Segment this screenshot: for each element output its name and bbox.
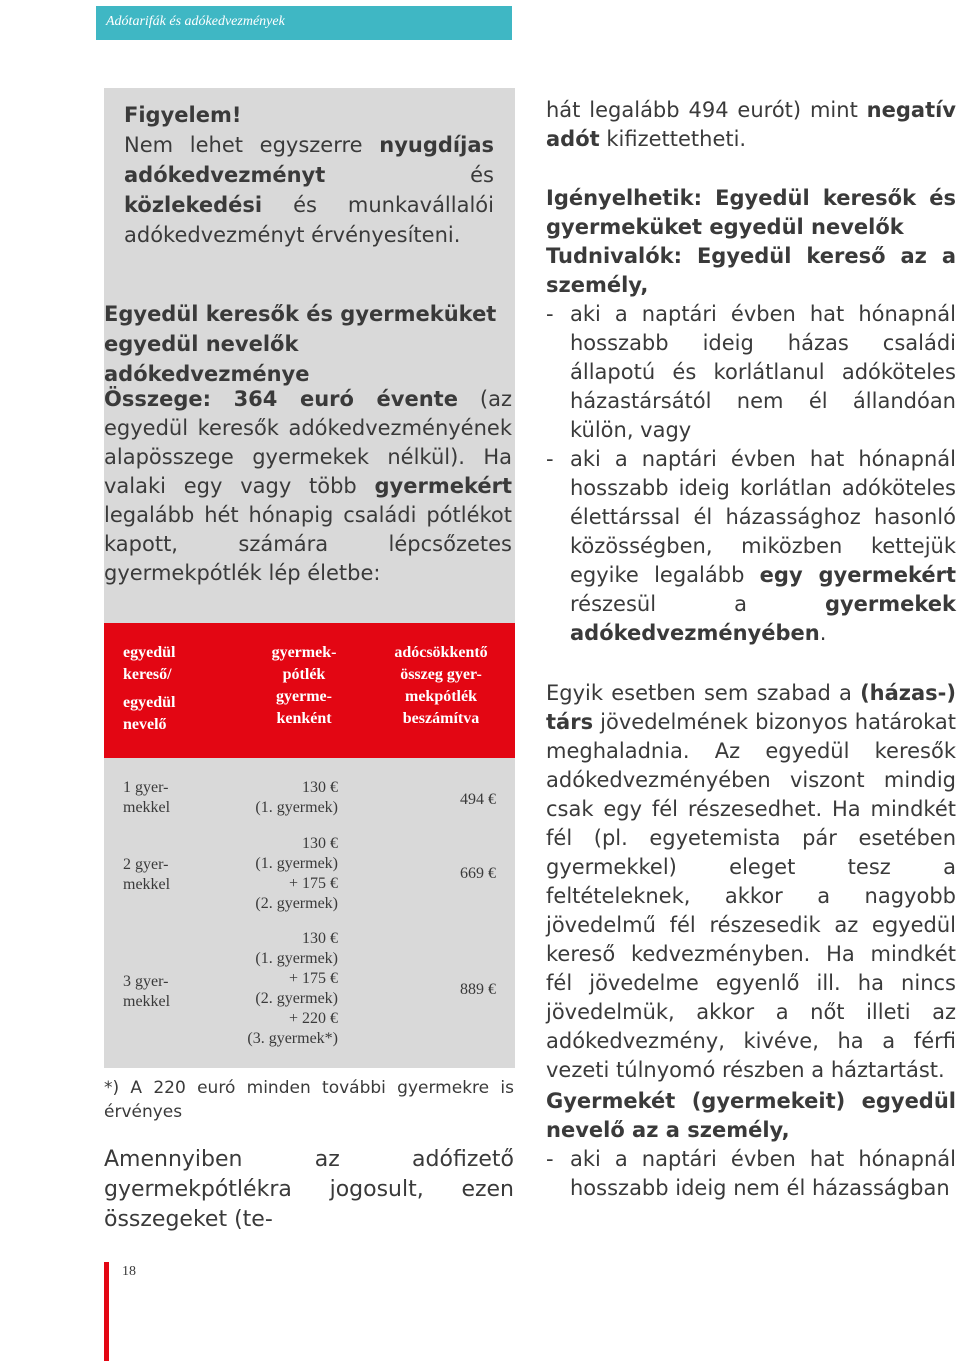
table-row-1-label	[123, 778, 170, 818]
table-row-3-total: 889 €	[460, 981, 496, 998]
section-title: Egyedül keresők és gyermeküket egyedül nevelők adókedvezménye	[104, 302, 497, 386]
row2-allow-0: 130 €	[302, 835, 338, 852]
page-number: 18	[122, 1264, 136, 1279]
table-row-3-allowance	[230, 929, 338, 1049]
th3-a: adócsökkentő	[394, 644, 488, 661]
th2-c: gyerme-	[276, 688, 332, 705]
th3-d: beszámítva	[402, 710, 480, 727]
row3-allow-5: (3. gyermek*)	[247, 1030, 338, 1047]
th1-b: kereső/	[123, 666, 172, 683]
th1-d: nevelő	[123, 716, 167, 733]
list-item-text-end: .	[819, 621, 827, 645]
notes-heading: Tudnivalók: Egyedül kereső az a személy,	[546, 244, 956, 297]
child-bold: gyermekért	[374, 474, 512, 498]
row3-allow-2: + 175 €	[288, 970, 338, 987]
row2-label-a: 2 gyer-	[123, 856, 169, 873]
partner-bold: (házas-) társ	[546, 681, 956, 734]
dash-icon: -	[546, 302, 554, 326]
notes-list	[546, 300, 956, 648]
row1-allow-1: (1. gyermek)	[255, 799, 338, 816]
list-item-text-mid: részesül a	[570, 592, 825, 616]
header-bar	[96, 6, 512, 40]
partner-text-pre: Egyik esetben sem szabad a	[546, 681, 861, 705]
table-row-3-label	[123, 972, 170, 1012]
list-item	[546, 1145, 956, 1203]
warning-text: Nem lehet egyszerre	[124, 133, 380, 157]
list-item-bold-2: gyermekek adókedvezményében	[570, 592, 956, 645]
table-header-col3	[376, 642, 506, 730]
amount-bold: Összege: 364 euró évente	[104, 387, 458, 411]
table-row-1-total: 494 €	[460, 791, 496, 808]
partner-paragraph	[546, 679, 956, 1085]
th2-b: pótlék	[282, 666, 326, 683]
th3-c: mekpótlék	[405, 688, 477, 705]
right-continuation	[546, 96, 956, 154]
th1-a: egyedül	[123, 644, 176, 661]
closing-paragraph: Amennyiben az adófizető gyermekpótlékra jogosult, ezen összegeket (te-	[104, 1147, 514, 1232]
row1-allow-0: 130 €	[302, 779, 338, 796]
child-heading: Gyermekét (gyermekeit) egyedül nevelő az a személy,	[546, 1089, 956, 1142]
table-row-2-label	[123, 855, 170, 895]
row3-allow-0: 130 €	[302, 930, 338, 947]
row2-allow-3: (2. gyermek)	[255, 895, 338, 912]
child-item-text-1: aki a naptári évben hat hónapnál hosszabb ideig nem él házasságban	[570, 1147, 956, 1200]
warning-bold-1: nyugdíjas adókedvezményt	[124, 133, 494, 187]
warning-text-end: és munkavállalói adókedvezményt érvényesíteni.	[124, 193, 494, 247]
list-item	[546, 300, 956, 445]
row3-allow-4: + 220 €	[288, 1010, 338, 1027]
table-header-col2	[254, 642, 354, 730]
warning-bold-2: közlekedési	[124, 193, 263, 217]
row3-allow-1: (1. gyermek)	[255, 950, 338, 967]
intro-text-2: legalább hét hónapig családi pótlékot kapott, számára lépcsőzetes gyermekpótlék lép életbe:	[104, 503, 512, 585]
warning-heading: Figyelem!	[124, 103, 242, 127]
row3-label-a: 3 gyer-	[123, 973, 169, 990]
header-title: Adótarifák és adókedvezmények	[106, 14, 285, 29]
warning-block	[124, 100, 494, 250]
page-number-bar	[104, 1262, 109, 1361]
warning-text-mid: és	[325, 163, 494, 187]
th2-d: kenként	[276, 710, 332, 727]
intro-paragraph	[104, 385, 512, 588]
th3-b: összeg gyer-	[400, 666, 482, 683]
row2-allow-1: (1. gyermek)	[255, 855, 338, 872]
th2-a: gyermek-	[271, 644, 337, 661]
list-item-bold-1: egy gyermekért	[759, 563, 957, 587]
row2-allow-2: + 175 €	[288, 875, 338, 892]
table-row-2-allowance	[230, 834, 338, 914]
table-row-2-total: 669 €	[460, 865, 496, 882]
list-item	[546, 445, 956, 648]
list-item-text-1: aki a naptári évben hat hónapnál hosszabb ideig házas családi állapotú és korlátlanul adóköteles házastársától nem él állandóan külön, vagy	[570, 302, 956, 442]
eligible-heading: Igényelhetik: Egyedül keresők és gyermeküket egyedül nevelők	[546, 186, 956, 239]
child-list	[546, 1145, 956, 1203]
dash-icon: -	[546, 447, 554, 471]
negative-tax-bold: negatív adót	[546, 98, 956, 151]
cont-post: kifizettetheti.	[599, 127, 747, 151]
row2-label-b: mekkel	[123, 876, 171, 893]
cont-text: hát legalább 494 eurót) mint	[546, 98, 867, 122]
footnote: *) A 220 euró minden további gyermekre is érvényes	[104, 1078, 514, 1122]
row3-label-b: mekkel	[123, 993, 171, 1010]
list-item-text-2: aki a naptári évben hat hónapnál hosszabb ideig korlátlan adóköteles élettárssal él házassághoz hasonló közösségben, miközben kettejük egyike legalább	[570, 447, 956, 587]
intro-text-1: (az egyedül keresők adókedvezményének alapösszege gyermekek nélkül). Ha valaki egy vagy több	[104, 387, 513, 498]
row1-label-b: mekkel	[123, 799, 171, 816]
table-header	[104, 623, 515, 758]
row1-label-a: 1 gyer-	[123, 779, 169, 796]
th1-c: egyedül	[123, 694, 176, 711]
partner-text-post: jövedelmének bizonyos határokat meghaladnia. Az egyedül keresők adókedvezményében viszont mindig csak egy fél részesedhet. Ha mindkét fél (pl. egyetemista pár esetében gyermekkel) eleget tesz a feltételeknek, akkor a nagyobb jövedelmű fél részesedik az egyedül kereső kedvezményben. Ha mindkét fél jövedelme egyenlő ill. ha nincs jövedelmük, akkor a nőt illeti az adókedvezmény, kivéve, ha a férfi vezeti túlnyomó részben a háztartást.	[546, 710, 956, 1082]
row3-allow-3: (2. gyermek)	[255, 990, 338, 1007]
table-row-1-allowance	[230, 778, 338, 818]
table-header-col1	[123, 642, 175, 736]
dash-icon: -	[546, 1147, 554, 1171]
